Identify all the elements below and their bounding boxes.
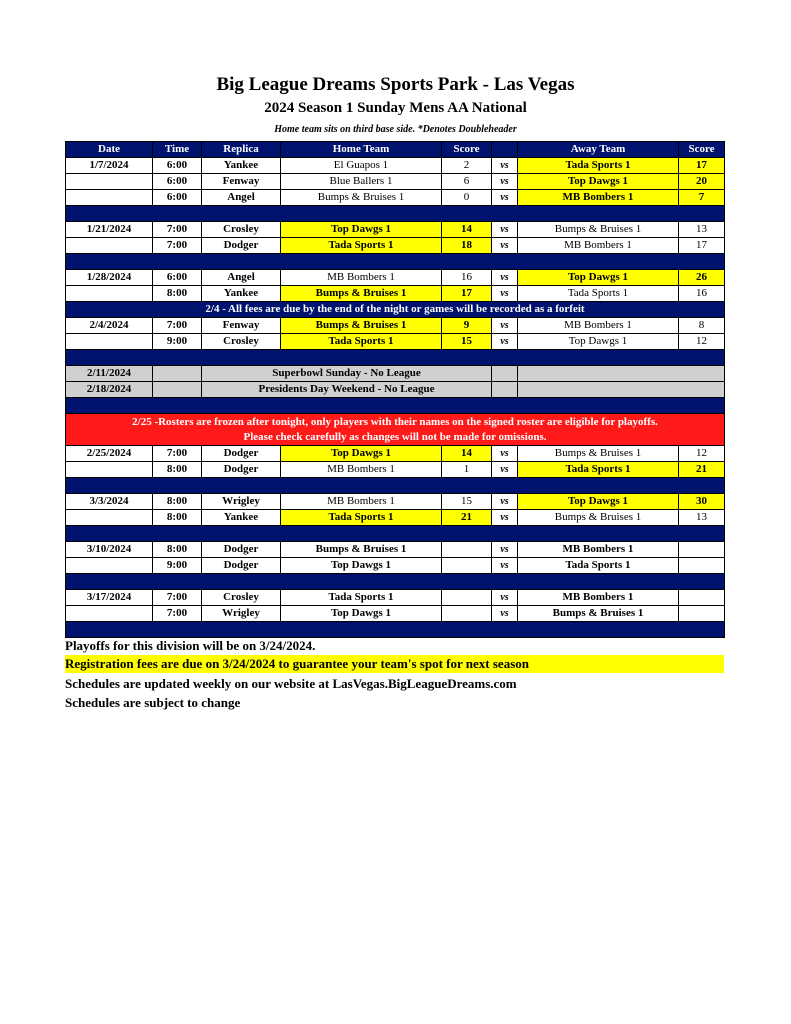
table-row-away-score: 16 — [679, 286, 725, 302]
table-row-home: Bumps & Bruises 1 — [281, 286, 442, 302]
table-row-home-score — [442, 606, 492, 622]
table-row-vs: vs — [492, 606, 518, 622]
table-row-home-score: 17 — [442, 286, 492, 302]
table-row-home: Tada Sports 1 — [281, 510, 442, 526]
table-row-away: Tada Sports 1 — [518, 558, 679, 574]
table-row-date: 3/17/2024 — [66, 590, 153, 606]
header-date: Date — [66, 142, 153, 158]
table-row-away: Tada Sports 1 — [518, 462, 679, 478]
header-time: Time — [153, 142, 202, 158]
table-row-date: 2/4/2024 — [66, 318, 153, 334]
table-row-home-score — [442, 558, 492, 574]
table-row-date — [66, 558, 153, 574]
header-vs — [492, 142, 518, 158]
table-row-away: MB Bombers 1 — [518, 542, 679, 558]
table-row-away: MB Bombers 1 — [518, 318, 679, 334]
table-row-replica: Crosley — [202, 334, 281, 350]
table-row-replica: Yankee — [202, 510, 281, 526]
table-row-time: 7:00 — [153, 222, 202, 238]
table-row-away-score: 13 — [679, 510, 725, 526]
no-league-blank — [153, 366, 202, 382]
table-row-time: 7:00 — [153, 606, 202, 622]
table-row-replica: Yankee — [202, 286, 281, 302]
table-row-vs: vs — [492, 446, 518, 462]
table-row-away: Top Dawgs 1 — [518, 494, 679, 510]
table-row-home: Bumps & Bruises 1 — [281, 190, 442, 206]
table-row-away-score: 13 — [679, 222, 725, 238]
table-row-date — [66, 510, 153, 526]
header-away-team: Away Team — [518, 142, 679, 158]
roster-banner — [66, 414, 725, 446]
table-row-date: 1/21/2024 — [66, 222, 153, 238]
table-row-time: 6:00 — [153, 158, 202, 174]
table-row-home-score: 15 — [442, 494, 492, 510]
no-league-text: Superbowl Sunday - No League — [202, 366, 492, 382]
table-row-replica: Crosley — [202, 590, 281, 606]
table-row-time: 9:00 — [153, 334, 202, 350]
table-row-vs: vs — [492, 222, 518, 238]
header-home-score: Score — [442, 142, 492, 158]
table-row-away-score: 26 — [679, 270, 725, 286]
table-row-home: Tada Sports 1 — [281, 238, 442, 254]
table-row-date: 2/25/2024 — [66, 446, 153, 462]
table-row-time: 9:00 — [153, 558, 202, 574]
fees-banner: 2/4 - All fees are due by the end of the night or games will be recorded as a forfeit — [66, 302, 725, 318]
table-row-vs: vs — [492, 190, 518, 206]
table-row-away: Bumps & Bruises 1 — [518, 606, 679, 622]
table-row-time: 8:00 — [153, 462, 202, 478]
table-row-time: 8:00 — [153, 286, 202, 302]
header-replica: Replica — [202, 142, 281, 158]
table-row-away: Tada Sports 1 — [518, 286, 679, 302]
week-separator — [66, 526, 725, 542]
header-away-score: Score — [679, 142, 725, 158]
no-league-blank — [492, 366, 518, 382]
table-row-vs: vs — [492, 462, 518, 478]
table-row-home-score: 18 — [442, 238, 492, 254]
table-row-date: 1/7/2024 — [66, 158, 153, 174]
table-row-vs: vs — [492, 270, 518, 286]
table-row-away: MB Bombers 1 — [518, 238, 679, 254]
table-row-replica: Angel — [202, 270, 281, 286]
table-row-vs: vs — [492, 590, 518, 606]
table-row-vs: vs — [492, 318, 518, 334]
table-row-date — [66, 462, 153, 478]
table-row-replica: Wrigley — [202, 494, 281, 510]
table-row-away-score: 12 — [679, 446, 725, 462]
table-row-date: 1/28/2024 — [66, 270, 153, 286]
no-league-date: 2/11/2024 — [66, 366, 153, 382]
table-row-vs: vs — [492, 334, 518, 350]
schedule-table — [65, 141, 725, 638]
table-row-vs: vs — [492, 286, 518, 302]
table-row-home: Tada Sports 1 — [281, 334, 442, 350]
no-league-blank — [518, 366, 725, 382]
week-separator — [66, 254, 725, 270]
table-row-away-score — [679, 606, 725, 622]
table-row-home: MB Bombers 1 — [281, 494, 442, 510]
table-row-away-score: 30 — [679, 494, 725, 510]
table-row-home: Tada Sports 1 — [281, 590, 442, 606]
table-row-date — [66, 174, 153, 190]
playoffs-note: Playoffs for this division will be on 3/24/2024. — [65, 638, 316, 653]
table-row-home: El Guapos 1 — [281, 158, 442, 174]
table-row-home: Top Dawgs 1 — [281, 606, 442, 622]
table-row-away: MB Bombers 1 — [518, 190, 679, 206]
table-row-away: Top Dawgs 1 — [518, 270, 679, 286]
table-row-replica: Dodger — [202, 446, 281, 462]
table-row-replica: Yankee — [202, 158, 281, 174]
table-row-home: Top Dawgs 1 — [281, 558, 442, 574]
table-row-away-score: 17 — [679, 238, 725, 254]
table-row-away-score — [679, 558, 725, 574]
page-subtitle: 2024 Season 1 Sunday Mens AA National — [264, 100, 527, 116]
table-row-replica: Crosley — [202, 222, 281, 238]
table-row-away: Top Dawgs 1 — [518, 334, 679, 350]
week-separator — [66, 206, 725, 222]
table-row-home-score — [442, 590, 492, 606]
table-row-date — [66, 286, 153, 302]
table-row-home-score — [442, 542, 492, 558]
table-row-replica: Dodger — [202, 558, 281, 574]
table-row-replica: Wrigley — [202, 606, 281, 622]
registration-note: Registration fees are due on 3/24/2024 to guarantee your team's spot for next season — [65, 655, 724, 673]
table-row-home: Blue Ballers 1 — [281, 174, 442, 190]
table-row-home-score: 9 — [442, 318, 492, 334]
table-row-away-score — [679, 542, 725, 558]
table-row-vs: vs — [492, 238, 518, 254]
table-row-vs: vs — [492, 158, 518, 174]
table-row-vs: vs — [492, 558, 518, 574]
table-row-time: 7:00 — [153, 590, 202, 606]
table-row-replica: Dodger — [202, 462, 281, 478]
table-row-away: Bumps & Bruises 1 — [518, 446, 679, 462]
no-league-date: 2/18/2024 — [66, 382, 153, 398]
home-team-note: Home team sits on third base side. *Denotes Doubleheader — [274, 124, 517, 135]
table-row-home-score: 14 — [442, 222, 492, 238]
table-row-home-score: 0 — [442, 190, 492, 206]
table-row-time: 7:00 — [153, 446, 202, 462]
table-row-home-score: 16 — [442, 270, 492, 286]
table-row-replica: Dodger — [202, 238, 281, 254]
week-separator — [66, 622, 725, 638]
subject-to-change-note: Schedules are subject to change — [65, 695, 241, 710]
table-row-away-score: 12 — [679, 334, 725, 350]
table-row-away: MB Bombers 1 — [518, 590, 679, 606]
table-row-date: 3/10/2024 — [66, 542, 153, 558]
table-row-home: Bumps & Bruises 1 — [281, 542, 442, 558]
roster-banner-line1: 2/25 -Rosters are frozen after tonight, only players with their names on the signed roster are eligible for playoffs. — [132, 415, 658, 428]
website-note: Schedules are updated weekly on our website at LasVegas.BigLeagueDreams.com — [65, 676, 517, 691]
table-row-away-score — [679, 590, 725, 606]
table-row-home: Bumps & Bruises 1 — [281, 318, 442, 334]
table-row-replica: Fenway — [202, 318, 281, 334]
table-row-time: 6:00 — [153, 270, 202, 286]
table-row-home: Top Dawgs 1 — [281, 446, 442, 462]
table-row-home: MB Bombers 1 — [281, 270, 442, 286]
table-row-away: Top Dawgs 1 — [518, 174, 679, 190]
table-row-replica: Dodger — [202, 542, 281, 558]
week-separator — [66, 574, 725, 590]
table-row-home-score: 15 — [442, 334, 492, 350]
week-separator — [66, 398, 725, 414]
week-separator — [66, 350, 725, 366]
table-row-replica: Fenway — [202, 174, 281, 190]
table-row-home-score: 6 — [442, 174, 492, 190]
table-row-time: 7:00 — [153, 238, 202, 254]
week-separator — [66, 478, 725, 494]
table-row-vs: vs — [492, 510, 518, 526]
header-home-team: Home Team — [281, 142, 442, 158]
page-title: Big League Dreams Sports Park - Las Vegas — [216, 74, 575, 95]
table-row-home-score: 1 — [442, 462, 492, 478]
table-row-away-score: 21 — [679, 462, 725, 478]
table-row-home-score: 14 — [442, 446, 492, 462]
table-row-date — [66, 606, 153, 622]
table-row-vs: vs — [492, 494, 518, 510]
no-league-blank — [153, 382, 202, 398]
table-row-home: MB Bombers 1 — [281, 462, 442, 478]
no-league-blank — [518, 382, 725, 398]
table-row-home-score: 21 — [442, 510, 492, 526]
table-row-vs: vs — [492, 542, 518, 558]
table-row-away-score: 8 — [679, 318, 725, 334]
table-row-replica: Angel — [202, 190, 281, 206]
no-league-blank — [492, 382, 518, 398]
table-row-away-score: 20 — [679, 174, 725, 190]
table-row-date — [66, 190, 153, 206]
table-row-away: Bumps & Bruises 1 — [518, 510, 679, 526]
table-row-date — [66, 238, 153, 254]
table-row-away-score: 17 — [679, 158, 725, 174]
table-row-date: 3/3/2024 — [66, 494, 153, 510]
table-row-home-score: 2 — [442, 158, 492, 174]
table-row-away: Tada Sports 1 — [518, 158, 679, 174]
table-row-vs: vs — [492, 174, 518, 190]
table-row-date — [66, 334, 153, 350]
table-row-time: 8:00 — [153, 542, 202, 558]
table-row-away: Bumps & Bruises 1 — [518, 222, 679, 238]
table-row-time: 7:00 — [153, 318, 202, 334]
table-row-time: 6:00 — [153, 190, 202, 206]
table-row-home: Top Dawgs 1 — [281, 222, 442, 238]
table-row-away-score: 7 — [679, 190, 725, 206]
no-league-text: Presidents Day Weekend - No League — [202, 382, 492, 398]
roster-banner-line2: Please check carefully as changes will not be made for omissions. — [243, 430, 547, 443]
table-row-time: 8:00 — [153, 510, 202, 526]
table-row-time: 6:00 — [153, 174, 202, 190]
table-row-time: 8:00 — [153, 494, 202, 510]
